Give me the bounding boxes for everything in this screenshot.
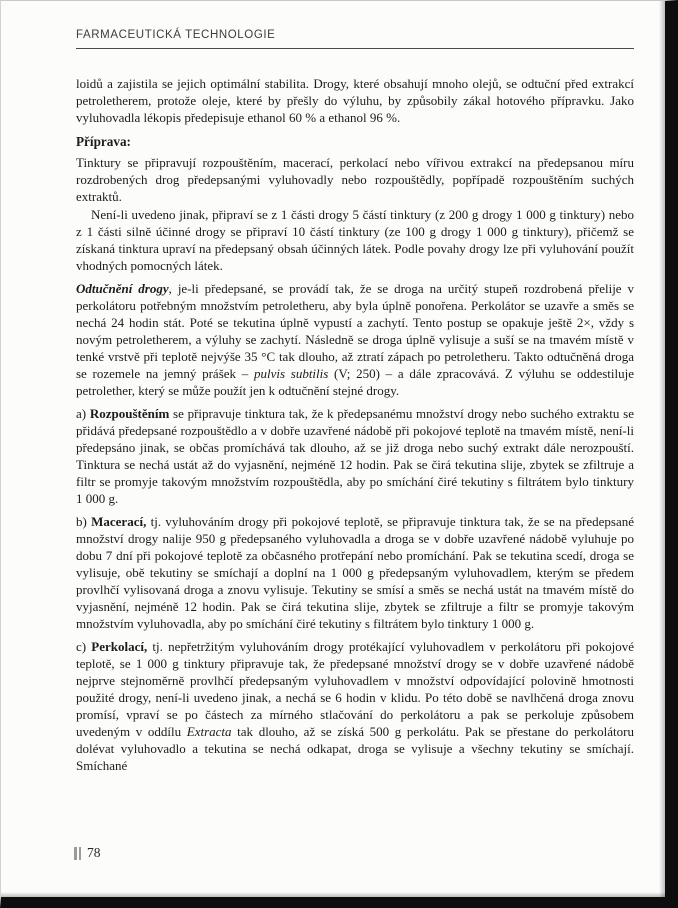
item-c-marker: c) xyxy=(76,639,92,654)
paragraph-odtucneni xyxy=(76,280,634,399)
heading-priprava: Příprava: xyxy=(76,134,131,149)
paragraph-tinktury: Tinktury se připravují rozpouštěním, macerací, perkolací nebo vířivou extrakcí na předepsanou míru rozdrobených drog předepsanými vyluhovadly nebo rozpouštědly, popřípadě rozpouštěním suchých extraktů. xyxy=(76,155,634,204)
scan-edge-shadow-bottom xyxy=(1,892,665,897)
item-a-marker: a) xyxy=(76,406,90,421)
page-number: 78 xyxy=(87,845,101,860)
item-c-lead: Perkolací, xyxy=(91,639,148,654)
scan-edge-shadow-right xyxy=(659,1,665,897)
item-c-latin-term: Extracta xyxy=(186,724,232,739)
running-header xyxy=(76,29,634,49)
paragraph-rozpousteni xyxy=(76,405,634,507)
paragraph-intro: loidů a zajistila se jejich optimální stabilita. Drogy, které obsahují mnoho olejů, se odtuční před extrakcí petroletherem, protože oleje, které by přešly do výluhu, by způsobily zákal hotového přípravku. Jako vyluhovadla lékopis předepisuje ethanol 60 % a ethanol 96 %. xyxy=(76,76,634,125)
item-a-text: se připravuje tinktura tak, že k předepsanému množství drogy nebo suchého extraktu se přidává předepsané rozpouštědlo a v dobře uzavřené nádobě při pokojové teplotě na tmavém místě, není-li předepsáno jinak, se občas promíchává tak dlouho, až se již droga nebo suchý extrakt dále nerozpouští. Tinktura se nechá ustát až do vyjasnění, nejméně 12 hodin. Pak se čirá tekutina slije, zbytek se zfiltruje a filtr se promyje takovým množstvím rozpouštědla, aby po smíchání čiré tekutiny s filtrátem bylo tinktury 1 000 g. xyxy=(76,406,634,506)
item-c-text-1: tj. nepřetržitým vyluhováním drogy protékající vyluhovadlem v perkolátoru při pokojové teplotě, se 1 000 g tinktury připravuje tak, že předepsané množství drogy se v dobře uzavřené nádobě nejprve stejnoměrně provlhčí předepsaným vyluhovadlem v množství odpovídající polovině hmotnosti použité drogy, není-li uvedeno jinak, a nechá se 6 hodin v klidu. Po této době se navlhčená droga znovu promísí, vpraví se po částech za mírného stlačování do perkolátoru a pak se perkoluje způsobem uvedeným v oddílu xyxy=(76,639,634,739)
item-b-text: tj. vyluhováním drogy při pokojové teplotě, se připravuje tinktura tak, že se na předepsané množství drogy nalije 950 g předepsaného vyluhovadla a droga se v dobře uzavřené nádobě vyluhuje po dobu 7 dní při pokojové teplotě za občasného protřepání nebo promíchání. Pak se tekutina scedí, droga se vylisuje, obě tekutiny se smíchají a doplní na 1 000 g předepsaným vyluhovadlem, kterým se předem provlhčí vylisovaná droga a znovu vylisuje. Tekutiny se smísí a směs se nechá ustát na tmavém místě do vyjasnění, nejméně 12 hodin. Pak se čirá tekutina slije, zbytek se zfiltruje a filtr se promyje takovým množstvím vyluhovadla, aby po smíchání čiré tekutiny s filtrátem bylo tinktury 1 000 g. xyxy=(76,514,634,631)
page-footer xyxy=(74,845,101,861)
paragraph-perkolaci xyxy=(76,638,634,774)
odtucneni-latin-term: pulvis subtilis xyxy=(253,366,329,381)
item-b-lead: Macerací, xyxy=(91,514,147,529)
odtucneni-text-1: , je-li předepsané, se provádí tak, že se droga na určitý stupeň rozdrobená přelije v perkolátoru potřebným množstvím petroletheru, aby byla úplně ponořena. Perkolátor se uzavře a směs se nechá 24 hodin stát. Poté se tekutina úplně vypustí a zachytí. Tento postup se opakuje ještě 2×, vždy s novým petroletherem, a výluhy se zachytí. Následně se droga úplně vylisuje a suší se na tmavém místě v tenké vrstvě při teplotě nejvýše 35 °C tak dlouho, až ztratí zápach po petroletheru. Takto odtučněná droga se rozemele na jemný prášek – xyxy=(76,281,635,381)
item-b-marker: b) xyxy=(76,514,92,529)
paragraph-maceraci xyxy=(76,513,634,632)
odtucneni-lead: Odtučnění drogy xyxy=(76,281,169,296)
running-header-title: FARMACEUTICKÁ TECHNOLOGIE xyxy=(76,29,276,41)
odtucneni-text-2: (V; 250) – a dále zpracovává. Z výluhu se oddestiluje petrolether, který se může použít jen k odtučnění stejné drogy. xyxy=(76,366,634,398)
footer-marks-icon xyxy=(74,847,81,860)
paragraph-nenili: Není-li uvedeno jinak, připraví se z 1 části drogy 5 částí tinktury (z 200 g drogy 1 000 g tinktury) nebo z 1 části silně účinné drogy se připraví 10 částí tinktury (ze 100 g drogy 1 000 g tinktury), přičemž se získaná tinktura upraví na předepsaný obsah účinných látek. Podle povahy drogy lze při vyluhování použít vhodných pomocných látek. xyxy=(76,207,634,273)
page-content xyxy=(76,29,634,774)
item-c-text-2: tak dlouho, až se získá 500 g perkolátu. Pak se přestane do perkolátoru dolévat vyluhovadlo a tekutina se nechá odkapat, droga se vylisuje a všechny tekutiny se smíchají. Smíchané xyxy=(76,724,634,773)
item-a-lead: Rozpouštěním xyxy=(89,406,170,421)
